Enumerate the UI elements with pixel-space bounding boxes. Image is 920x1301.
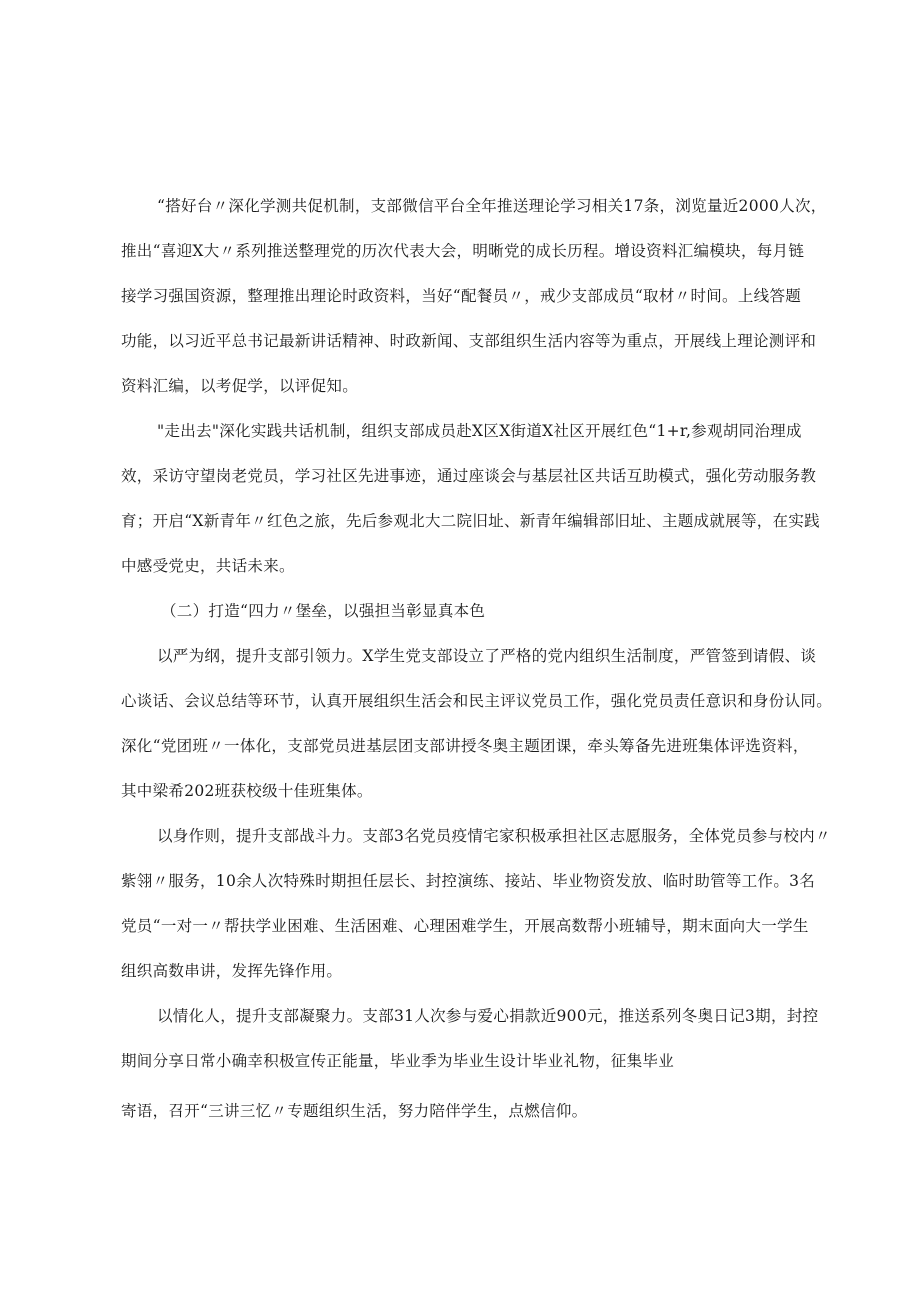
paragraph-3-line-1: 以严为纲，提升支部引领力。X学生党支部设立了严格的党内组织生活制度，严管签到请假、谈 [157, 647, 817, 665]
paragraph-2-line-2: 效，采访守望岗老党员，学习社区先进事迹，通过座谈会与基层社区共话互助模式，强化劳动服务教 [121, 467, 817, 485]
paragraph-2-line-1: "走出去"深化实践共话机制，组织支部成员赴X区X街道X社区开展红色“1+r,参观胡同治理成 [157, 422, 802, 440]
paragraph-4-line-2: 紫翎〃服务，10余人次特殊时期担任层长、封控演练、接站、毕业物资发放、临时助管等工作。3名 [121, 872, 816, 890]
paragraph-4-line-1: 以身作则，提升支部战斗力。支部3名党员疫情宅家积极承担社区志愿服务，全体党员参与校内〃 [157, 827, 831, 845]
paragraph-4-line-3: 党员“一对一〃帮扶学业困难、生活困难、心理困难学生，开展高数帮小班辅导，期末面向大一学生 [121, 917, 809, 935]
paragraph-3-line-3: 深化“党团班〃一体化，支部党员进基层团支部讲授冬奥主题团课，牵头筹备先进班集体评选资料， [121, 737, 809, 755]
paragraph-3-line-4: 其中梁希202班获校级十佳班集体。 [121, 782, 373, 800]
paragraph-1-line-1: “搭好台〃深化学测共促机制，支部微信平台全年推送理论学习相关17条，浏览量近2000人次， [157, 197, 827, 215]
paragraph-1-line-3: 接学习强国资源，整理推出理论时政资料，当好“配餐员〃，戒少支部成员“取材〃时间。上线答题 [121, 287, 802, 305]
paragraph-3-line-2: 心谈话、会议总结等环节，认真开展组织生活会和民主评议党员工作，强化党员责任意识和身份认同。 [121, 692, 833, 710]
paragraph-5-line-1: 以情化人，提升支部凝聚力。支部31人次参与爱心捐款近900元，推送系列冬奥日记3期，封控 [157, 1007, 819, 1025]
paragraph-4-line-4: 组织高数串讲，发挥先锋作用。 [121, 962, 343, 980]
paragraph-1-line-4: 功能，以习近平总书记最新讲话精神、时政新闻、支部组织生活内容等为重点，开展线上理论测评和 [121, 332, 817, 350]
paragraph-1-line-2: 推出“喜迎X大〃系列推送整理党的历次代表大会，明晰党的成长历程。增设资料汇编模块，每月链 [121, 242, 805, 260]
paragraph-5-line-3: 寄语，召开“三讲三忆〃专题组织生活，努力陪伴学生，点燃信仰。 [121, 1102, 588, 1120]
paragraph-1-line-5: 资料汇编，以考促学，以评促知。 [121, 377, 359, 395]
paragraph-2-line-4: 中感受党史，共话未来。 [121, 557, 295, 575]
paragraph-2-line-3: 育；开启“X新青年〃红色之旅，先后参观北大二院旧址、新青年编辑部旧址、主题成就展等，在实践 [121, 512, 820, 530]
section-heading: （二）打造“四力〃堡垒，以强担当彰显真本色 [161, 602, 486, 620]
paragraph-5-line-2: 期间分享日常小确幸积极宣传正能量，毕业季为毕业生设计毕业礼物，征集毕业 [121, 1052, 675, 1070]
